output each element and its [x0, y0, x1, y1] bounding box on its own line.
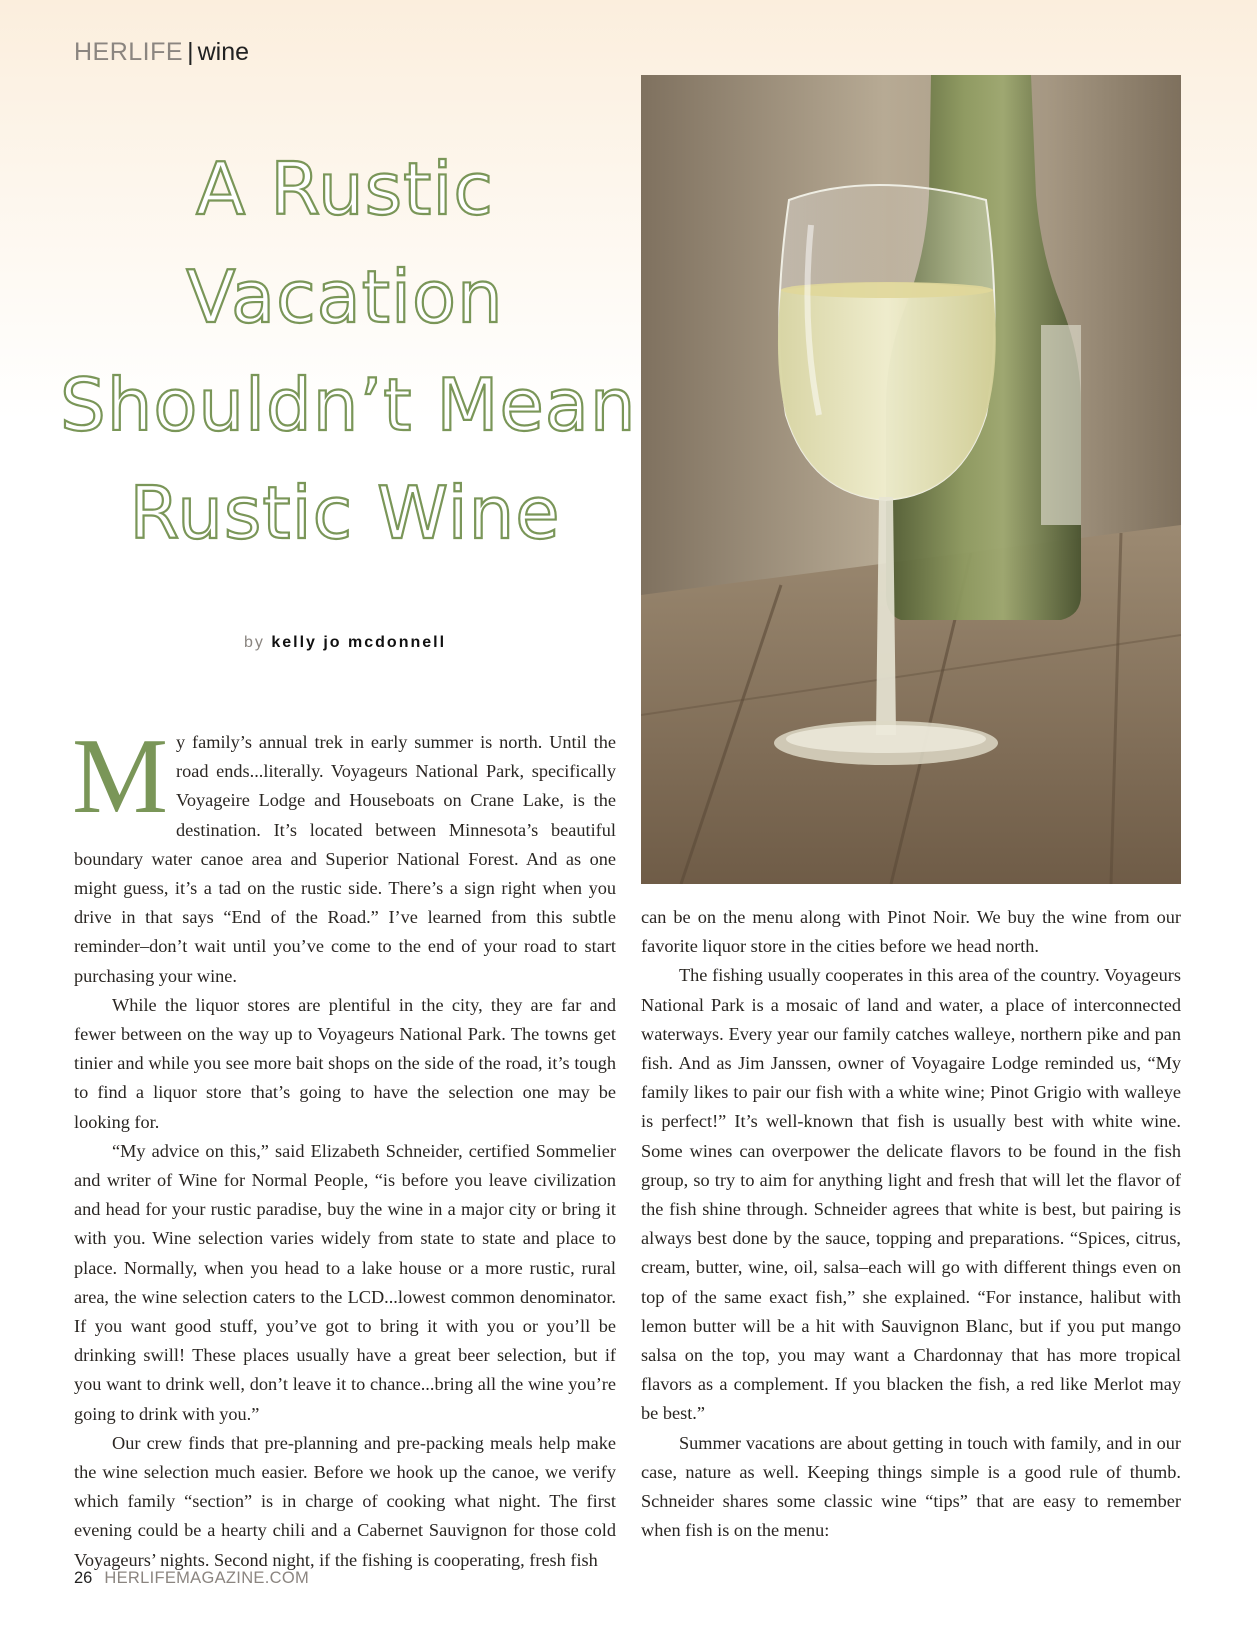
page-number: 26	[74, 1569, 93, 1587]
left-column	[72, 717, 616, 1575]
byline-prefix: by	[243, 634, 265, 651]
paragraph: Summer vacations are about getting in touch with family, and in our case, nature as well. Keeping things simple is a good rule of thumb. Schneider shares some classic wine “tips” that are easy to remember when fish is on the menu:	[641, 1432, 1181, 1541]
website-link[interactable]: HERLIFEMAGAZINE.COM	[104, 1569, 309, 1587]
wine-glass-illustration	[641, 75, 1181, 884]
page-footer	[74, 1569, 309, 1588]
paragraph: Our crew finds that pre-planning and pre-packing meals help make the wine selection much easier. Before we hook up the canoe, we verify which family “section” is in charge of cooking what night. The first evening could be a hearty chili and a Cabernet Sauvignon for those cold Voyageurs’ nights. Second night, if the fishing is cooperating, fresh fish	[74, 1432, 616, 1570]
magazine-brand: HERLIFE	[74, 38, 184, 66]
right-column	[641, 903, 1181, 1545]
title-line: Shouldn’t Mean	[60, 363, 637, 447]
paragraph	[72, 717, 616, 991]
paragraph: The fishing usually cooperates in this area of the country. Voyageurs National Park is a mosaic of land and water, a place of interconnected waterways. Every year our family catches walleye, northern pike and pan fish. And as Jim Janssen, owner of Voyagaire Lodge reminded us, “My family likes to pair our fish with a white wine; Pinot Grigio with walleye is perfect!” It’s well-known that fish is usually best with white wine. Some wines can overpower the delicate flavors to be found in the fish group, so try to aim for anything light and fresh that will let the flavor of the fish shine through. Schneider agrees that white is best, but pairing is always best done by the sauce, topping and preparations. “Spices, citrus, cream, butter, wine, oil, salsa–each will go with different things even on top of the same exact fish,” she explained. “For instance, halibut with lemon butter will be a hit with Sauvignon Blanc, but if you put mango salsa on the top, you may want a Chardonnay that has more tropical flavors as a complement. If you blacken the fish, a red like Merlot may be best.”	[641, 965, 1181, 1424]
wine-photo	[641, 75, 1181, 884]
header-separator: |	[187, 38, 194, 66]
paragraph: can be on the menu along with Pinot Noir. We buy the wine from our favorite liquor store in the cities before we head north.	[641, 907, 1181, 957]
byline	[74, 634, 616, 652]
paragraph-text: y family’s annual trek in early summer is north. Until the road ends...literally. Voyageurs National Park, specifically Voyageire Lodge and Houseboats on Crane Lake, is the destination. It’s located between Minnesota’s beautiful boundary water canoe area and Superior National Forest. And as one might guess, it’s a tad on the rustic side. There’s a sign right when you drive in that says “End of the Road.” I’ve learned from this subtle reminder–don’t wait until you’ve come to the end of your road to start purchasing your wine.	[74, 732, 616, 986]
drop-cap: M	[72, 717, 169, 836]
paragraph: “My advice on this,” said Elizabeth Schneider, certified Sommelier and writer of Wine for Normal People, “is before you leave civilization and head for your rustic paradise, buy the wine in a major city or bring it with you. Wine selection varies widely from state to state and place to place. Normally, when you head to a lake house or a more rustic, rural area, the wine selection caters to the LCD...lowest common denominator. If you want good stuff, you’ve got to bring it with you or you’ll be drinking swill! These places usually have a great beer selection, but if you want to drink well, don’t leave it to chance...bring all the wine you’re going to drink with you.”	[74, 1140, 616, 1424]
paragraph: While the liquor stores are plentiful in the city, they are far and fewer between on the way up to Voyageurs National Park. The towns get tinier and while you see more bait shops on the side of the road, it’s tough to find a liquor store that’s going to have the selection one may be looking for.	[74, 994, 616, 1132]
title-line: Rustic Wine	[129, 471, 561, 555]
author-name: kelly jo mcdonnell	[271, 634, 447, 651]
section-label: wine	[197, 38, 250, 66]
article-title	[60, 135, 637, 567]
title-line: A Rustic	[196, 147, 494, 231]
title-line: Vacation	[186, 255, 504, 339]
section-header	[74, 38, 249, 67]
